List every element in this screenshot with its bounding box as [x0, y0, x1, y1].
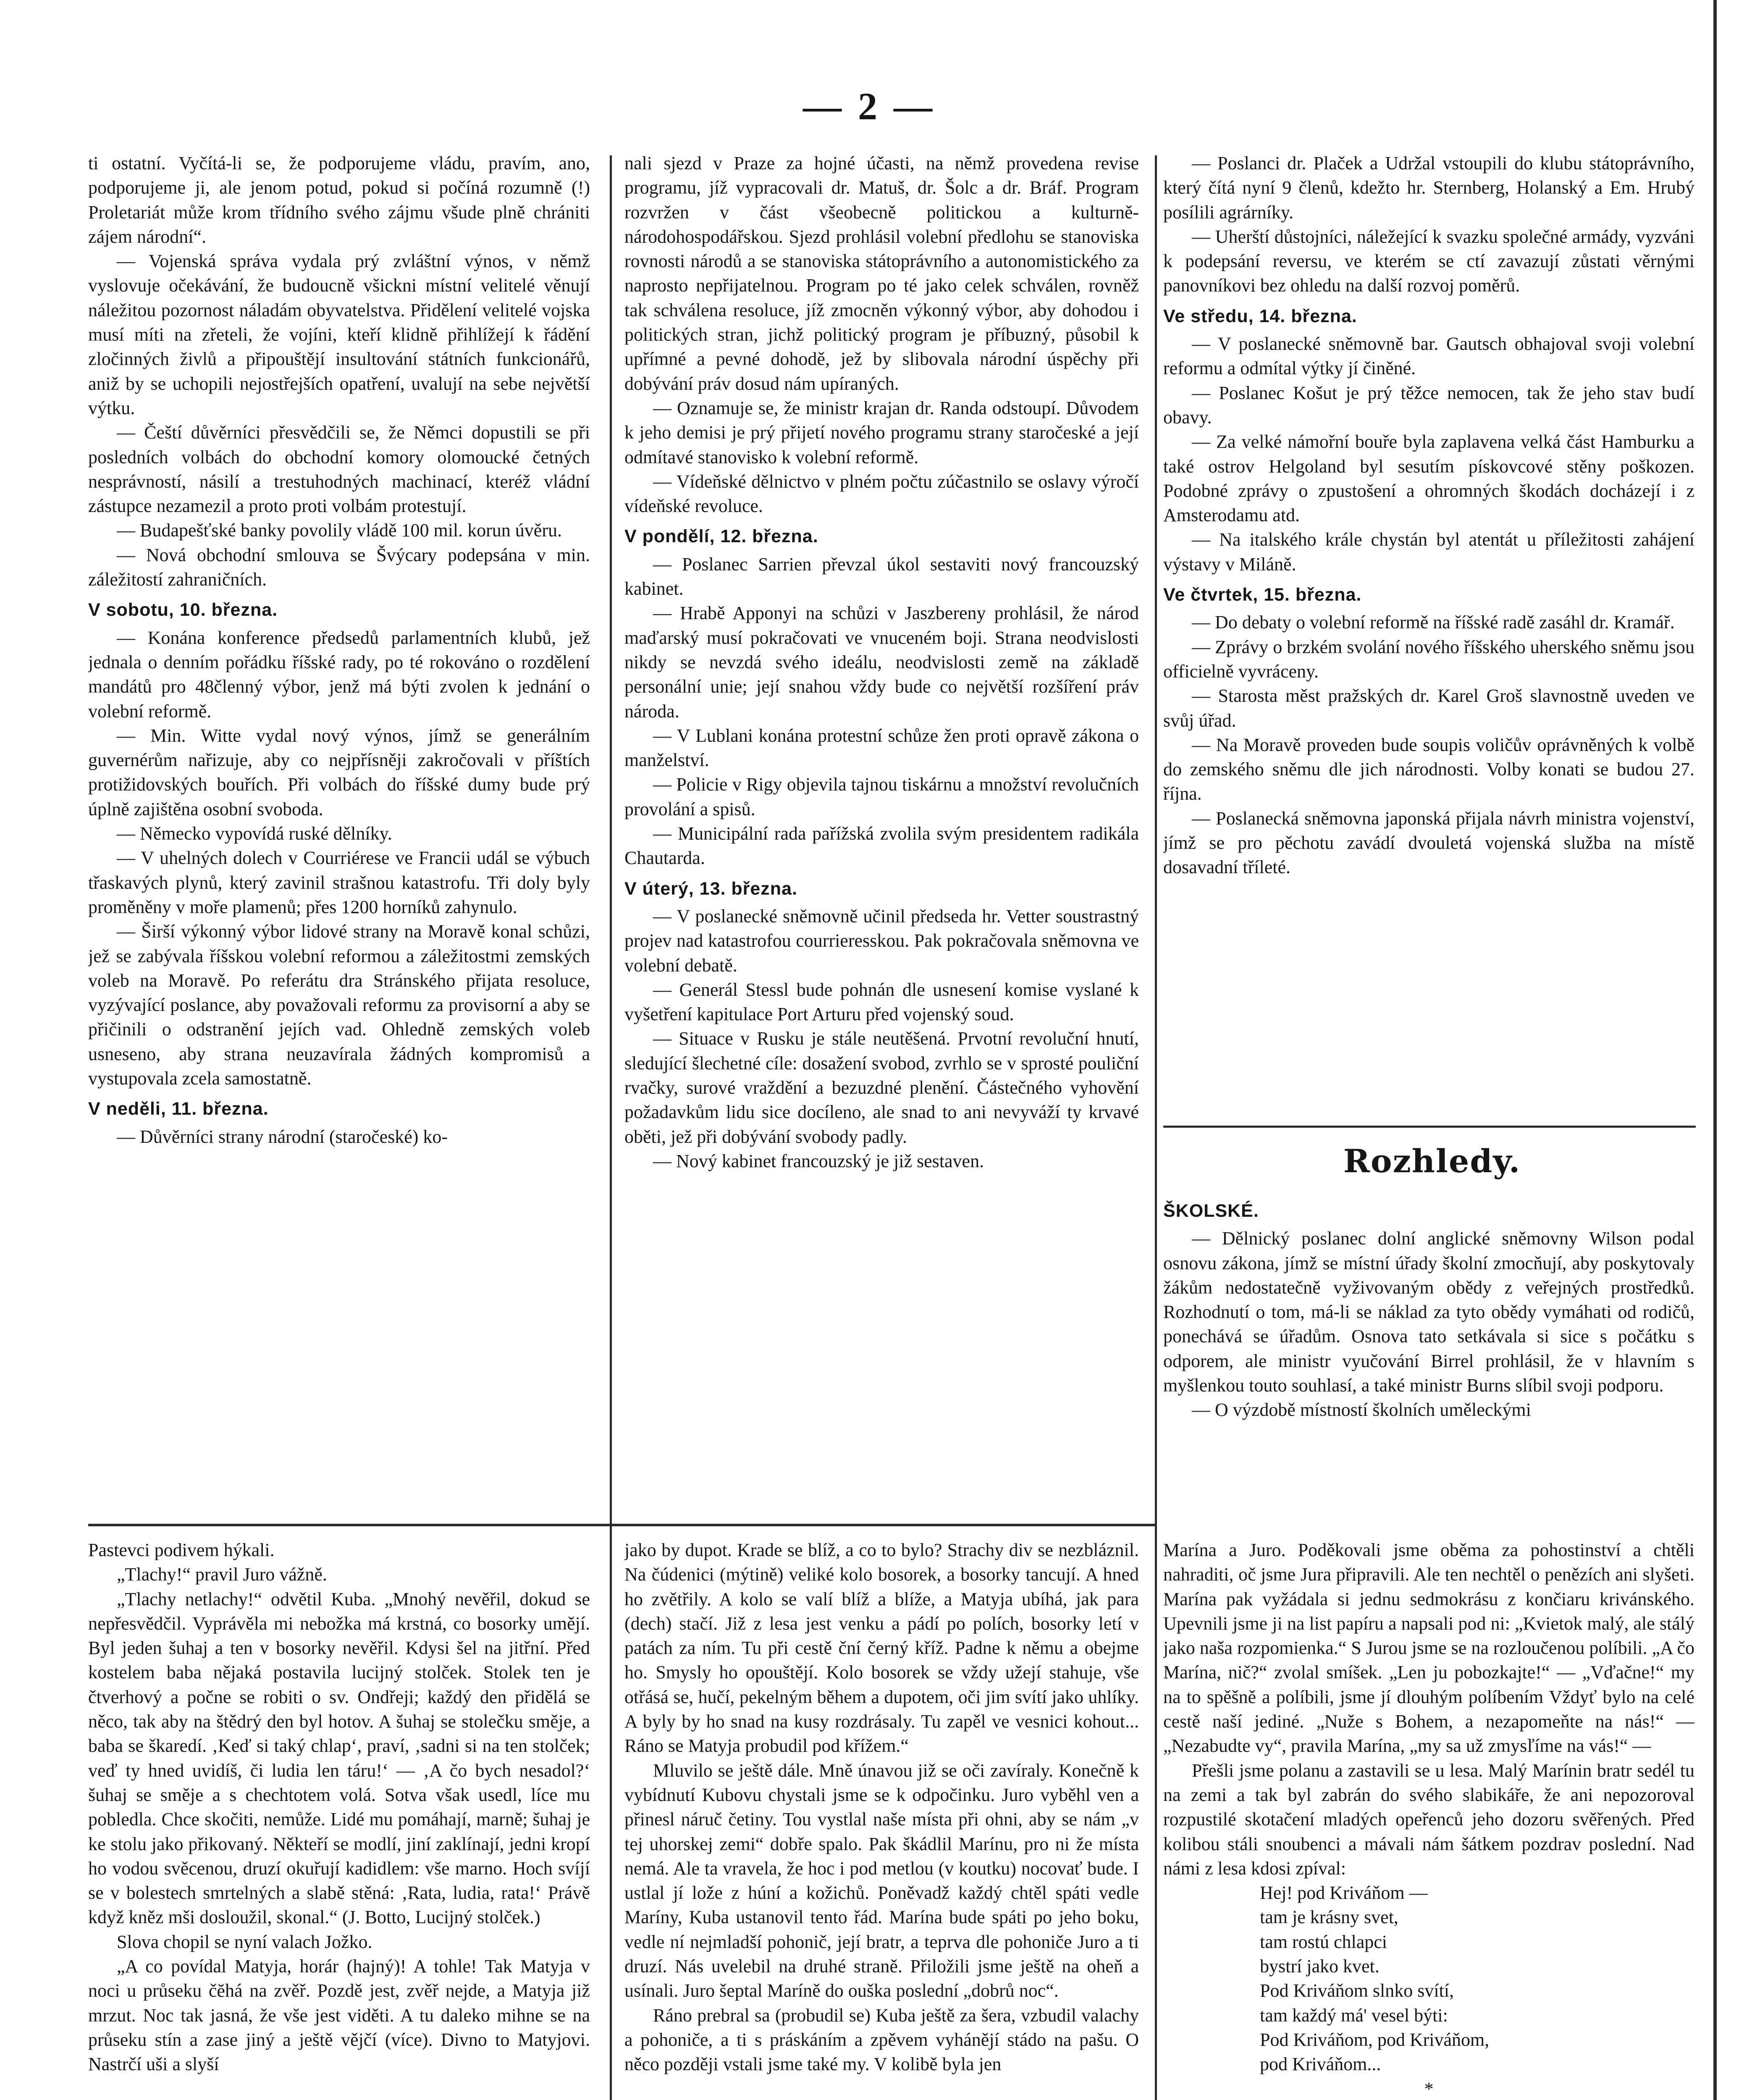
paragraph: — Na Moravě proveden bude soupis voličův oprávněných k volbě do zemského sněmu dle jich národnosti. Volby konati se budou 27. října. — [1163, 734, 1694, 804]
page-number: — 2 — — [803, 85, 936, 128]
paragraph: „Tlachy!“ pravil Juro vážně. — [117, 1564, 327, 1585]
paragraph: „Tlachy netlachy!“ odvětil Kuba. „Mnohý nevěřil, dokud se nepřesvědčil. Vyprávěla mi nebožka má krstná, co bosorky umějí. Byl jeden šuhaj a ten v bosorky nevěřil. Kdysi šel na jitřní. Před kostelem baba nějaká postavila lucijný stolček. Stolek ten je čtverhový a počne se robiti o sv. Ondřeji; každý den přidělá se něco, tak aby na štědrý den byl hotov. A šuhaj se stolečku směje, a baba se škaredí. ‚Keď si taký chlap‘, praví, ‚sadni si na ten stolček; veď ty hned uvidíš, či ludia len táru!‘ — ‚A čo bych nesadol?‘ šuhaj se směje a s chechtotem volá. Sotva však usedl, líce mu pobledla. Chce skočiti, nemůže. Lidé mu pomáhají, marně; šuhaj je ke stolu jako přikovaný. Někteří se modlí, jiní zaklínají, jedni kropí ho vodou svěcenou, druzí okuřují kadidlem: vše marno. Hoch svíjí se v bolestech smrtelných a slabě stěná: ‚Rata, ludia, rata!‘ Právě když kněz mši dosloužil, skonal.“ (J. Botto, Lucijný stolček.) — [88, 1588, 590, 1928]
date-heading: V neděli, 11. března. — [88, 1099, 269, 1119]
paragraph: — Do debaty o volební reformě na říšské radě zasáhl dr. Kramář. — [1192, 612, 1675, 633]
paragraph: — Poslanec Sarrien převzal úkol sestaviti nový francouzský kabinet. — [624, 554, 1139, 599]
column-2-chronicle — [624, 151, 1139, 1518]
skolske-subheading: ŠKOLSKÉ. — [1163, 1201, 1259, 1221]
paragraph: — Uherští důstojníci, náležející k svazku společné armády, vyzváni k podepsání reversu, ve kterém se ctí zavazují zůstati věrnými panovníkovi bez ohledu na další rozvoj poměrů. — [1163, 226, 1694, 296]
column-rule-2 — [1155, 155, 1157, 2100]
column-3-chronicle — [1163, 151, 1694, 1121]
paragraph: — Vídeňské dělnictvo v plném počtu zúčastnilo se oslavy výročí vídeňské revoluce. — [624, 471, 1139, 517]
paragraph: — Nová obchodní smlouva se Švýcary podepsána v min. záležitostí zahraničních. — [88, 544, 590, 590]
section-star: * — [1424, 2078, 1434, 2099]
paragraph: — Min. Witte vydal nový výnos, jímž se generálním guvernérům nařizuje, aby co nejpřísněji zakročovali v příštích protižidovských bouřích. Při volbách do říšské dumy bude prý úplně zajištěna osobní svoboda. — [88, 725, 590, 819]
paragraph: — Generál Stessl bude pohnán dle usnesení komise vyslané k vyšetření kapitulace Port Arturu před vojenský soud. — [624, 979, 1139, 1025]
paragraph: — Starosta měst pražských dr. Karel Groš slavnostně uveden ve svůj úřad. — [1163, 685, 1694, 731]
lower-column-3-story — [1163, 1538, 1694, 2100]
date-heading: V úterý, 13. března. — [624, 878, 797, 899]
rozhledy-heading: Rozhledy. — [1343, 1142, 1521, 1180]
paragraph: nali sjezd v Praze za hojné účasti, na němž provedena revise programu, jíž vypracovali dr. Matuš, dr. Šolc a dr. Bráf. Program rozvržen v část všeobecně politickou a kulturně-národohospodářskou. Sjezd prohlásil volební předlohu se stanoviska rovnosti národů a se stanoviska státoprávního a autonomistického za naprosto nepřijatelnou. Program po té jako celek schválen, rovněž tak schválena resoluce, jíž zmocněn výkonný výbor, aby dohodou i politických stran, jichž politický program je příbuzný, působil k upřímné a pevné dohodě, jež by slibovala národní úspěchy při dobývání práv dosud nám upíraných. — [624, 153, 1139, 394]
verse-line: tam každý má' vesel býti: — [1260, 2005, 1448, 2026]
paragraph: — V Lublani konána protestní schůze žen proti opravě zákona o manželství. — [624, 725, 1139, 771]
paragraph: — Situace v Rusku je stále neutěšená. Prvotní revoluční hnutí, sledující šlechetné cíle: dosažení svobod, zvrhlo se v sprosté pouliční rvačky, surové vraždění a bezuzdné plenění. Částečného vyhovění požadavkům lidu sice docíleno, ale snad to ani nevyváží ty krvavé oběti, jež při dobývání svobody padly. — [624, 1028, 1139, 1147]
paragraph: — Poslanecká sněmovna japonská přijala návrh ministra vojenství, jímž se pro pěchotu zavádí dvouletá vojenská služba na místě dosavadní tříleté. — [1163, 808, 1694, 878]
paragraph: — Za velké námořní bouře byla zaplavena velká část Hamburku a také ostrov Helgoland byl sesutím pískovcové stěny poškozen. Podobné zprávy o zpustošení a ohromných škodách docházejí i z Amsterodamu atd. — [1163, 431, 1694, 526]
upper-lower-divider-left — [88, 1524, 1155, 1526]
paragraph: — V poslanecké sněmovně učinil předseda hr. Vetter soustrastný projev nad katastrofou courrieresskou. Pak pokračovala sněmovna ve volební debatě. — [624, 906, 1139, 976]
paragraph: — Oznamuje se, že ministr krajan dr. Randa odstoupí. Důvodem k jeho demisi je prý přijetí nového programu strany staročeské a její odmítavé stanovisko k volební reformě. — [624, 397, 1139, 467]
paragraph: — Policie v Rigy objevila tajnou tiskárnu a množství revolučních provolání a spisů. — [624, 774, 1139, 819]
paragraph: — Čeští důvěrníci přesvědčili se, že Němci dopustili se při posledních volbách do obchodní komory olomoucké četných nesprávností, násilí a trestuhodných machinací, kteréž vládní zástupce nezamezil a proto proti volbám protestují. — [88, 422, 590, 517]
paragraph: Pastevci podivem hýkali. — [88, 1540, 275, 1560]
paragraph: — Zprávy o brzkém svolání nového říšského uherského sněmu jsou officielně vyvráceny. — [1163, 636, 1694, 682]
paragraph: — Vojenská správa vydala prý zvláštní výnos, v němž vyslovuje očekávání, že budoucně všickni místní velitelé věnují náležitou pozornost náladám obyvatelstva. Přidělení velitelé vojska musí míti na zřeteli, že vojíni, kteří klidně přihlížejí k řádění zločinných živlů a připouštějí insultování státních funkcionářů, aniž by se uchopili nejostřejších opatření, uvalují na sebe největší výtku. — [88, 251, 590, 418]
paragraph: ti ostatní. Vyčítá-li se, že podporujeme vládu, pravím, ano, podporujeme ji, ale jenom potud, pokud si počíná rozumně (!) Proletariát může krom třídního svého zájmu všude plně chrániti zájem národní“. — [88, 153, 590, 247]
chronicle-end-rule — [1163, 1126, 1696, 1128]
lower-column-1-story — [88, 1538, 590, 2100]
paragraph: — V poslanecké sněmovně bar. Gautsch obhajoval svoji volební reformu a odmítal výtky jí činěné. — [1163, 333, 1694, 379]
paragraph: — Důvěrníci strany národní (staročeské) ko- — [117, 1126, 448, 1147]
paragraph: — Na italského krále chystán byl atentát u příležitosti zahájení výstavy v Miláně. — [1163, 529, 1694, 575]
verse-line: bystrí jako kvet. — [1260, 1956, 1380, 1977]
paragraph: „A co povídal Matyja, horár (hajný)! A tohle! Tak Matyja v noci u průseku čĕhá na zvěř. Pozdě jest, zvěř nejde, a Matyja již mrzut. Noc tak jasná, že vše jest viděti. A tu daleko mihne se na průseku stín a zase jiný a ještě vějčí (více). Divno to Matyjovi. Nastrčí uši a slyší — [88, 1956, 590, 2075]
verse-line: tam je krásny svet, — [1260, 1907, 1398, 1928]
date-heading: Ve středu, 14. března. — [1163, 306, 1357, 326]
paragraph: — Konána konference předsedů parlamentních klubů, jež jednala o denním pořádku říšské rady, po té rokováno o rozdělení mandátů pro 48členný výbor, jenž má býti zvolen k jednání o volební reformě. — [88, 627, 590, 722]
verse-line: Pod Kriváňom slnko svítí, — [1260, 1980, 1454, 2001]
paragraph: — Poslanec Košut je prý těžce nemocen, tak že jeho stav budí obavy. — [1163, 382, 1694, 428]
paragraph: — Municipální rada pařížská zvolila svým presidentem radikála Chautarda. — [624, 823, 1139, 869]
verse-line: tam rostú chlapci — [1260, 1931, 1388, 1952]
date-heading: V pondělí, 12. března. — [624, 526, 818, 547]
column-rule-1 — [610, 155, 612, 2100]
verse-line: Hej! pod Kriváňom — — [1260, 1882, 1428, 1903]
page-border-right — [1713, 0, 1717, 2100]
column-1-chronicle — [88, 151, 590, 1518]
paragraph: Slova chopil se nyní valach Jožko. — [117, 1931, 372, 1952]
verse-line: Pod Kriváňom, pod Kriváňom, — [1260, 2029, 1490, 2050]
paragraph: — Poslanci dr. Plaček a Udržal vstoupili do klubu státoprávního, který čítá nyní 9 členů, kdežto hr. Sternberg, Holanský a Em. Hrubý posílili agrárníky. — [1163, 153, 1694, 223]
paragraph: — Širší výkonný výbor lidové strany na Moravě konal schůzi, jež se zabývala říšskou volební reformou a záležitostmi zemských voleb na Moravě. Po referátu dra Stránského přijata resoluce, vyzývající poslance, aby považovali reformu za provisorní a aby se přičinili o odstranění jejích vad. Ohledně zemských voleb usneseno, aby strana neuzavírala žádných kompromisů a vystupovala zcela samostatně. — [88, 921, 590, 1089]
paragraph: — Budapešťské banky povolily vládě 100 mil. korun úvěru. — [117, 520, 562, 541]
paragraph: — Německo vypovídá ruské dělníky. — [117, 823, 392, 844]
date-heading: V sobotu, 10. března. — [88, 600, 278, 620]
date-heading: Ve čtvrtek, 15. března. — [1163, 585, 1362, 605]
paragraph: Přešli jsme polanu a zastavili se u lesa. Malý Marínin bratr sedél tu na zemi a tak byl zabrán do svého slabikáře, že ani nepozoroval rozpustilé skotačení mladých opeřenců jeho dozoru svěřených. Před kolibou stáli snoubenci a mávali nám šátkem pozdrav poslední. Nad námi z lesa kdosi zpíval: — [1163, 1760, 1694, 1879]
paragraph: jako by dupot. Krade se blíž, a co to bylo? Strachy div se nezbláznil. Na čúdenici (mýtině) veliké kolo bosorek, a bosorky tancují. A hned ho zvětřily. A kolo se valí blíž a blíže, a Matyja ubíhá, jak para (dech) stačí. Již z lesa jest venku a pádí po polích, bosorky letí v patách za ním. Tu při cestě ční černý kříž. Padne k němu a obejme ho. Smysly ho opouštějí. Kolo bosorek se vždy užejí stahuje, vše otřásá se, hučí, pekelným během a dupotem, oči jim svítí jako uhlíky. A byly by ho snad na kusy rozdrásaly. Tu zapěl ve vesnici kohout... Ráno se Matyja probudil pod křížem.“ — [624, 1540, 1139, 1756]
paragraph: — Hrabě Apponyi na schůzi v Jaszbereny prohlásil, že národ maďarský musí pokračovati ve vnuceném boji. Strana neodvislosti nikdy se nevzdá svého ideálu, neodvislosti země na základě personální unie; její snahou vždy bude co největší rozšíření práv národa. — [624, 603, 1139, 722]
paragraph: Mluvilo se ještě dále. Mně únavou již se oči zavíraly. Konečně k vybídnutí Kubovu chystali jsme se k odpočinku. Juro vyběhl ven a přinesl náruč četiny. Tou vystlal naše místa při ohni, aby se nám „v tej uhorskej zemi“ dobře spalo. Pak škádlil Marínu, pro ni že místa nemá. Ale ta vravela, že hoc i pod metlou (v koutku) nocovať bude. I ustlal jí lože z húní a kožichů. Poněvadž každý chtěl spáti vedle Maríny, Kuba ustanovil tento řád. Marína bude spáti po jeho boku, vedle ní nejmladší pohonič, její bratr, a teprva dle pohoniče Juro a ti druzí. Nás uvelebil na druhé straně. Přiložili jsme ještě na oheň a usínali. Juro šeptal Maríně do ouška poslední „dobrů noc“. — [624, 1760, 1139, 2001]
paragraph: — V uhelných dolech v Courriérese ve Francii udál se výbuch třaskavých plynů, který zavinil strašnou katastrofu. Tři doly byly proměněny v moře plamenů; přes 1200 horníků zahynulo. — [88, 848, 590, 917]
lower-column-2-story — [624, 1538, 1139, 2100]
rozhledy-section — [1163, 1193, 1694, 1520]
verse-line: pod Kriváňom... — [1260, 2054, 1381, 2075]
paragraph: Ráno prebral sa (probudil se) Kuba ještě za šera, vzbudil valachy a pohoniče, a ti s práskáním a zpěvem vyhánějí stádo na pašu. O něco později vstali jsme také my. V kolibě byla jen — [624, 2005, 1139, 2075]
paragraph: — O výzdobě místností školních uměleckými — [1192, 1399, 1531, 1420]
paragraph: Marína a Juro. Poděkovali jsme oběma za pohostinství a chtěli nahraditi, oč jsme Jura připravili. Ale ten nechtěl o penězích ani slyšeti. Marína pak vyžádala si jednu sedmokrásu z končiaru krivánského. Upevnili jsme ji na list papíru a napsali pod ni: „Kvietok malý, ale stálý jako naša rozpomienka.“ S Jurou jsme se na rozloučenou políbili. „A čo Marína, nič?“ zvolal smíšek. „Len ju pobozkajte!“ — „Vďačne!“ my na to spěšně a políbili, jsme jí dlouhým políbením Vždyť bylo na celé cestě naší jediné. „Nuže s Bohem, a nezapomeňte na nás!“ — „Nezabudte vy“, pravila Marína, „my sa už zmysľíme na vás!“ — — [1163, 1540, 1694, 1756]
paragraph: — Nový kabinet francouzský je již sestaven. — [653, 1150, 984, 1171]
paragraph: — Dělnický poslanec dolní anglické sněmovny Wilson podal osnovu zákona, jímž se místní úřady školní zmocňují, aby poskytovaly žákům nedostatečně vyživovaným obědy z veřejných prostředků. Rozhodnutí o tom, má-li se náklad za tyto obědy vymáhati od rodičů, ponechává se úřadům. Osnova tato setkávala si sice s počátku s odporem, ale ministr vyučování Birrel prohlásil, že v hlavním s myšlenkou touto souhlasí, a také ministr Burns slíbil svoji podporu. — [1163, 1228, 1694, 1396]
